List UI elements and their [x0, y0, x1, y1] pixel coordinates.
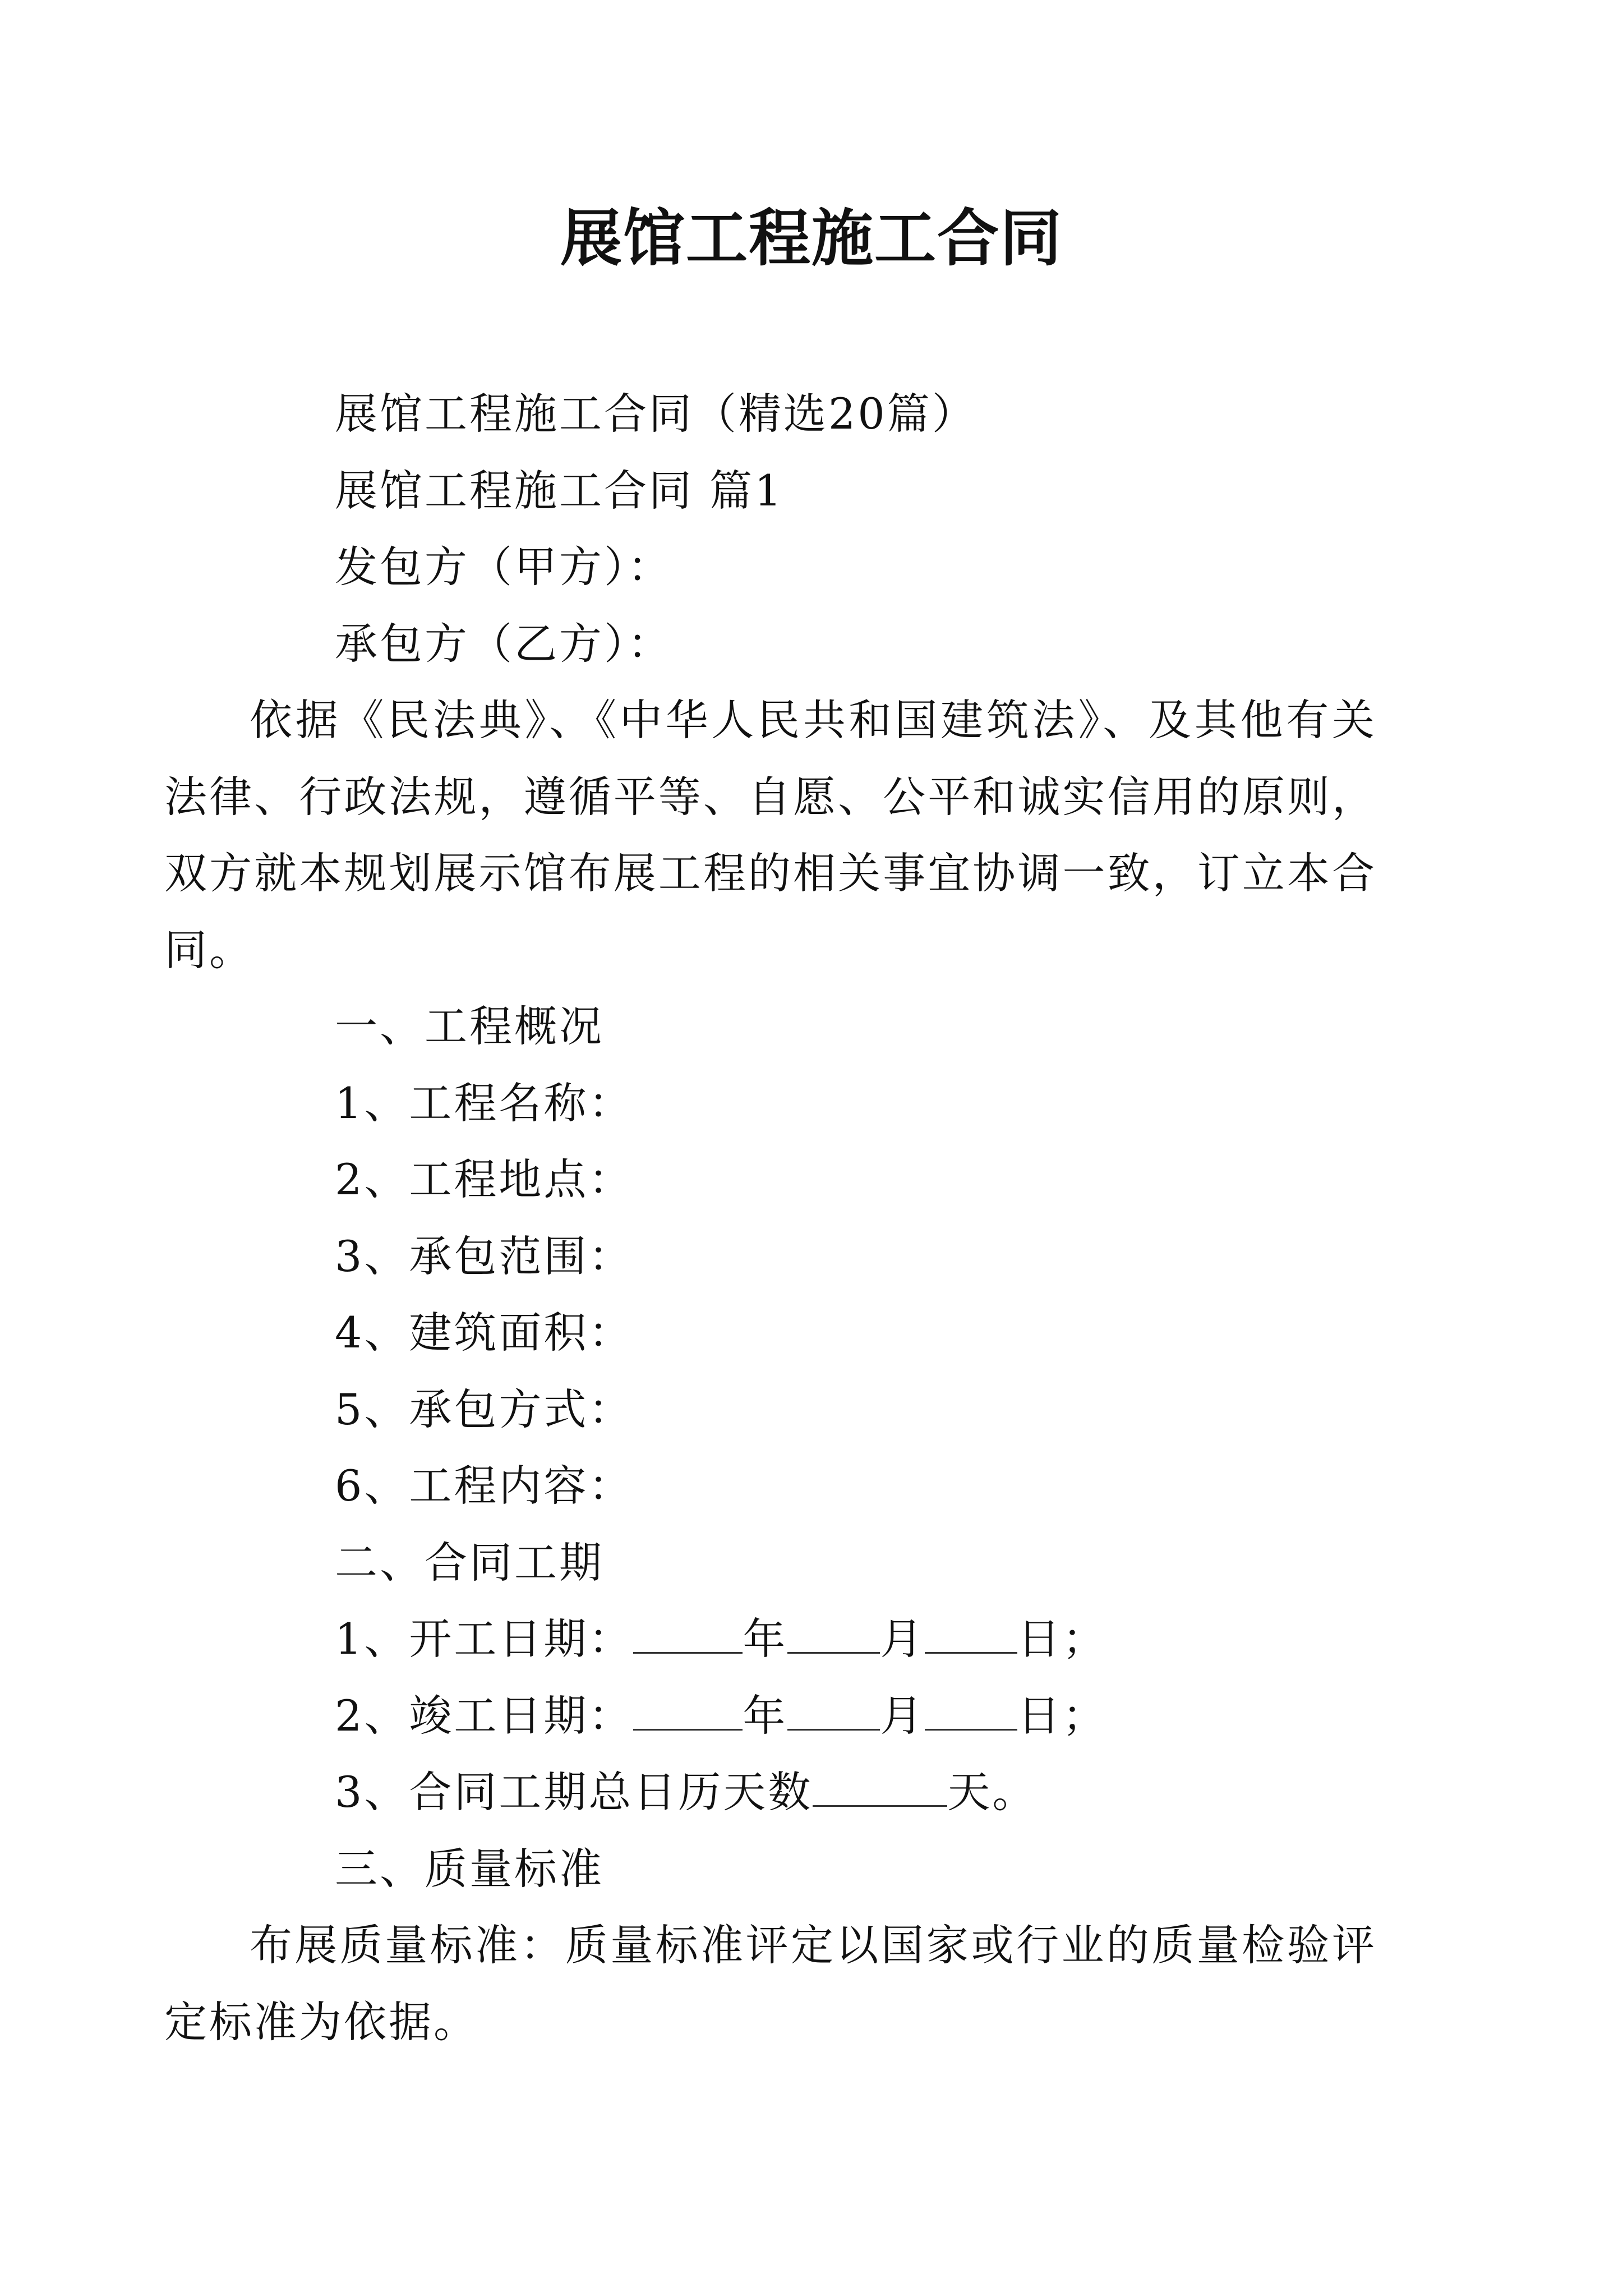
start-month-unit: 月	[880, 1614, 925, 1664]
article-heading: 展馆工程施工合同 篇1	[335, 465, 784, 516]
contract-method-line: 5、承包方式：	[335, 1384, 634, 1434]
start-year-unit: 年	[743, 1614, 788, 1664]
document-title: 展馆工程施工合同	[560, 202, 1063, 274]
section-heading-duration: 二、合同工期	[335, 1537, 604, 1588]
building-area-line: 4、建筑面积：	[335, 1308, 634, 1358]
completion-month-blank	[787, 1695, 880, 1731]
party-b-line: 承包方（乙方）：	[335, 618, 672, 669]
total-days-line	[250, 1754, 1377, 1831]
document-body	[164, 376, 1377, 2060]
completion-month-unit: 月	[880, 1690, 925, 1741]
project-content-line: 6、工程内容：	[335, 1461, 634, 1511]
project-name-line: 1、工程名称：	[335, 1078, 634, 1128]
start-day-blank	[925, 1618, 1017, 1654]
contract-scope-line: 3、承包范围：	[335, 1231, 634, 1281]
project-location-line: 2、工程地点：	[335, 1154, 634, 1204]
section-heading-quality: 三、质量标准	[335, 1843, 604, 1894]
quality-standard-paragraph: 布展质量标准：质量标准评定以国家或行业的质量检验评定标准为依据。	[164, 1920, 1377, 2047]
completion-date-label: 2、竣工日期：	[335, 1690, 634, 1741]
start-day-unit: 日；	[1017, 1614, 1108, 1664]
total-days-blank	[813, 1772, 947, 1807]
start-date-line	[250, 1601, 1377, 1678]
completion-day-unit: 日；	[1017, 1690, 1108, 1741]
completion-year-unit: 年	[743, 1690, 788, 1741]
party-a-line: 发包方（甲方）：	[335, 542, 672, 592]
preamble-paragraph: 依据《民法典》、《中华人民共和国建筑法》、及其他有关法律、行政法规，遵循平等、自愿、公平和诚实信用的原则，双方就本规划展示馆布展工程的相关事宜协调一致，订立本合同。	[164, 695, 1377, 975]
total-days-unit: 天。	[947, 1767, 1038, 1817]
collection-heading: 展馆工程施工合同（精选20篇）	[335, 389, 977, 439]
completion-date-line	[250, 1678, 1377, 1755]
completion-day-blank	[925, 1695, 1017, 1731]
completion-year-blank	[633, 1695, 743, 1731]
start-month-blank	[787, 1618, 880, 1654]
start-year-blank	[633, 1618, 743, 1654]
total-days-label: 3、合同工期总日历天数	[335, 1767, 813, 1817]
start-date-label: 1、开工日期：	[335, 1614, 634, 1664]
section-heading-overview: 一、工程概况	[335, 1001, 604, 1051]
